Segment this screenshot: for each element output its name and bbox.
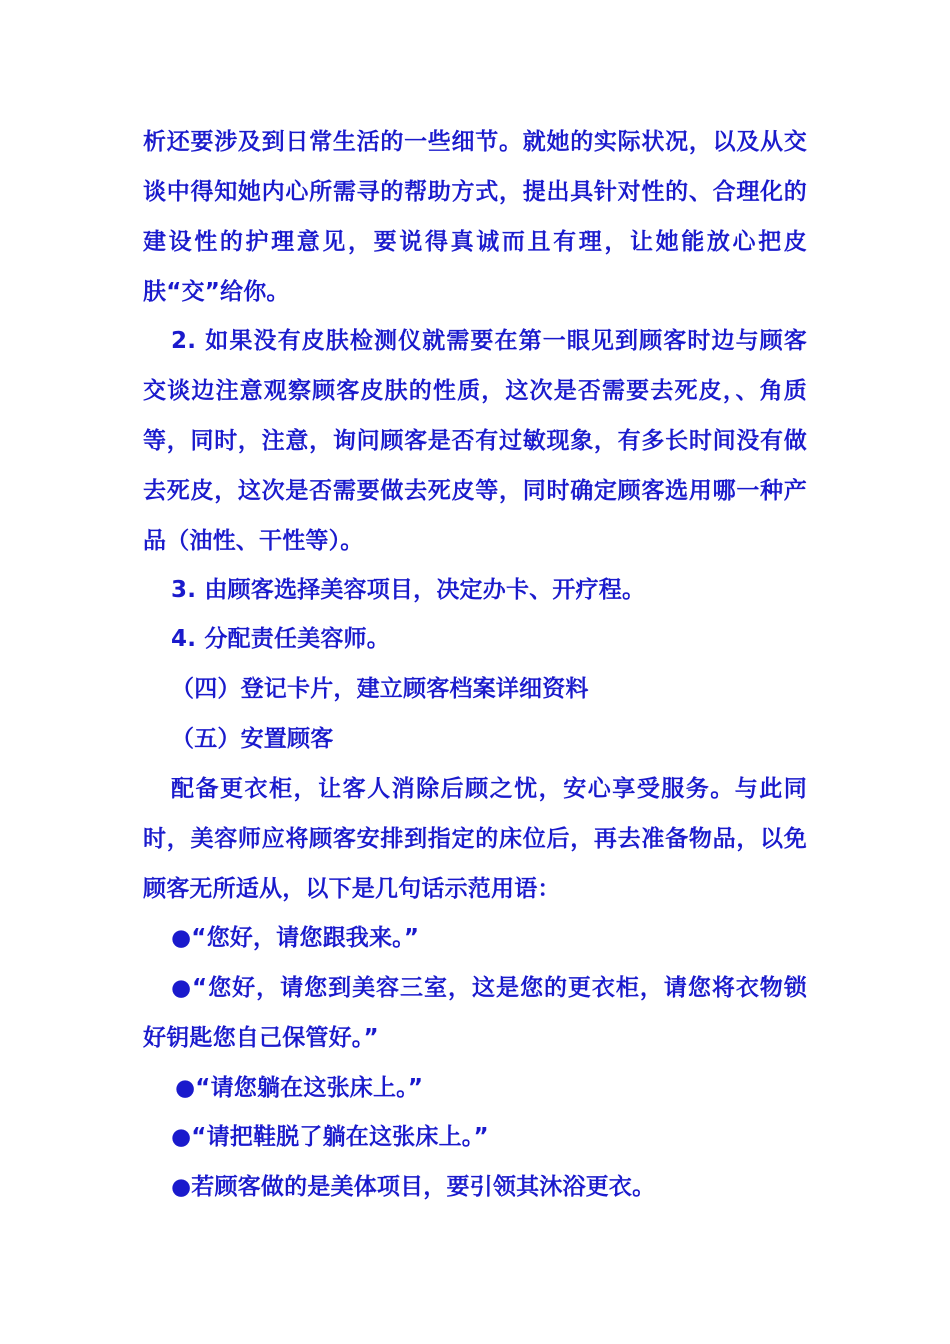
bullet-phrase-5: ●若顾客做的是美体项目，要引领其沐浴更衣。	[171, 1174, 656, 1200]
paragraph-item-2: 2. 如果没有皮肤检测仪就需要在第一眼见到顾客时边与顾客交谈边注意观察顾客皮肤的性质，这次是否需要去死皮，、角质等，同时，注意，询问顾客是否有过敏现象，有多长时间没有做去死皮，这次是否需要做去死皮等，同时确定顾客选用哪一种产品（油性、干性等）。	[143, 328, 807, 554]
paragraph-intro-continuation: 析还要涉及到日常生活的一些细节。就她的实际状况，以及从交谈中得知她内心所需寻的帮助方式，提出具针对性的、合理化的建设性的护理意见，要说得真诚而且有理，让她能放心把皮肤“交”给你。	[143, 129, 807, 305]
paragraph-item-4: 4. 分配责任美容师。	[171, 626, 390, 652]
section-heading-5: （五）安置顾客	[171, 726, 334, 752]
paragraph-item-3: 3. 由顾客选择美容项目，决定办卡、开疗程。	[171, 577, 646, 603]
bullet-phrase-1: ●“您好，请您跟我来。”	[171, 925, 420, 951]
section-heading-4: （四）登记卡片，建立顾客档案详细资料	[171, 676, 589, 702]
bullet-phrase-4: ●“请把鞋脱了躺在这张床上。”	[171, 1124, 489, 1150]
bullet-phrase-2: ●“您好，请您到美容三室，这是您的更衣柜，请您将衣物锁好钥匙您自己保管好。”	[143, 975, 807, 1051]
bullet-phrase-3: ●“请您躺在这张床上。”	[175, 1075, 424, 1101]
paragraph-locker: 配备更衣柜，让客人消除后顾之忧，安心享受服务。与此同时，美容师应将顾客安排到指定的床位后，再去准备物品，以免顾客无所适从，以下是几句话示范用语：	[143, 776, 807, 902]
